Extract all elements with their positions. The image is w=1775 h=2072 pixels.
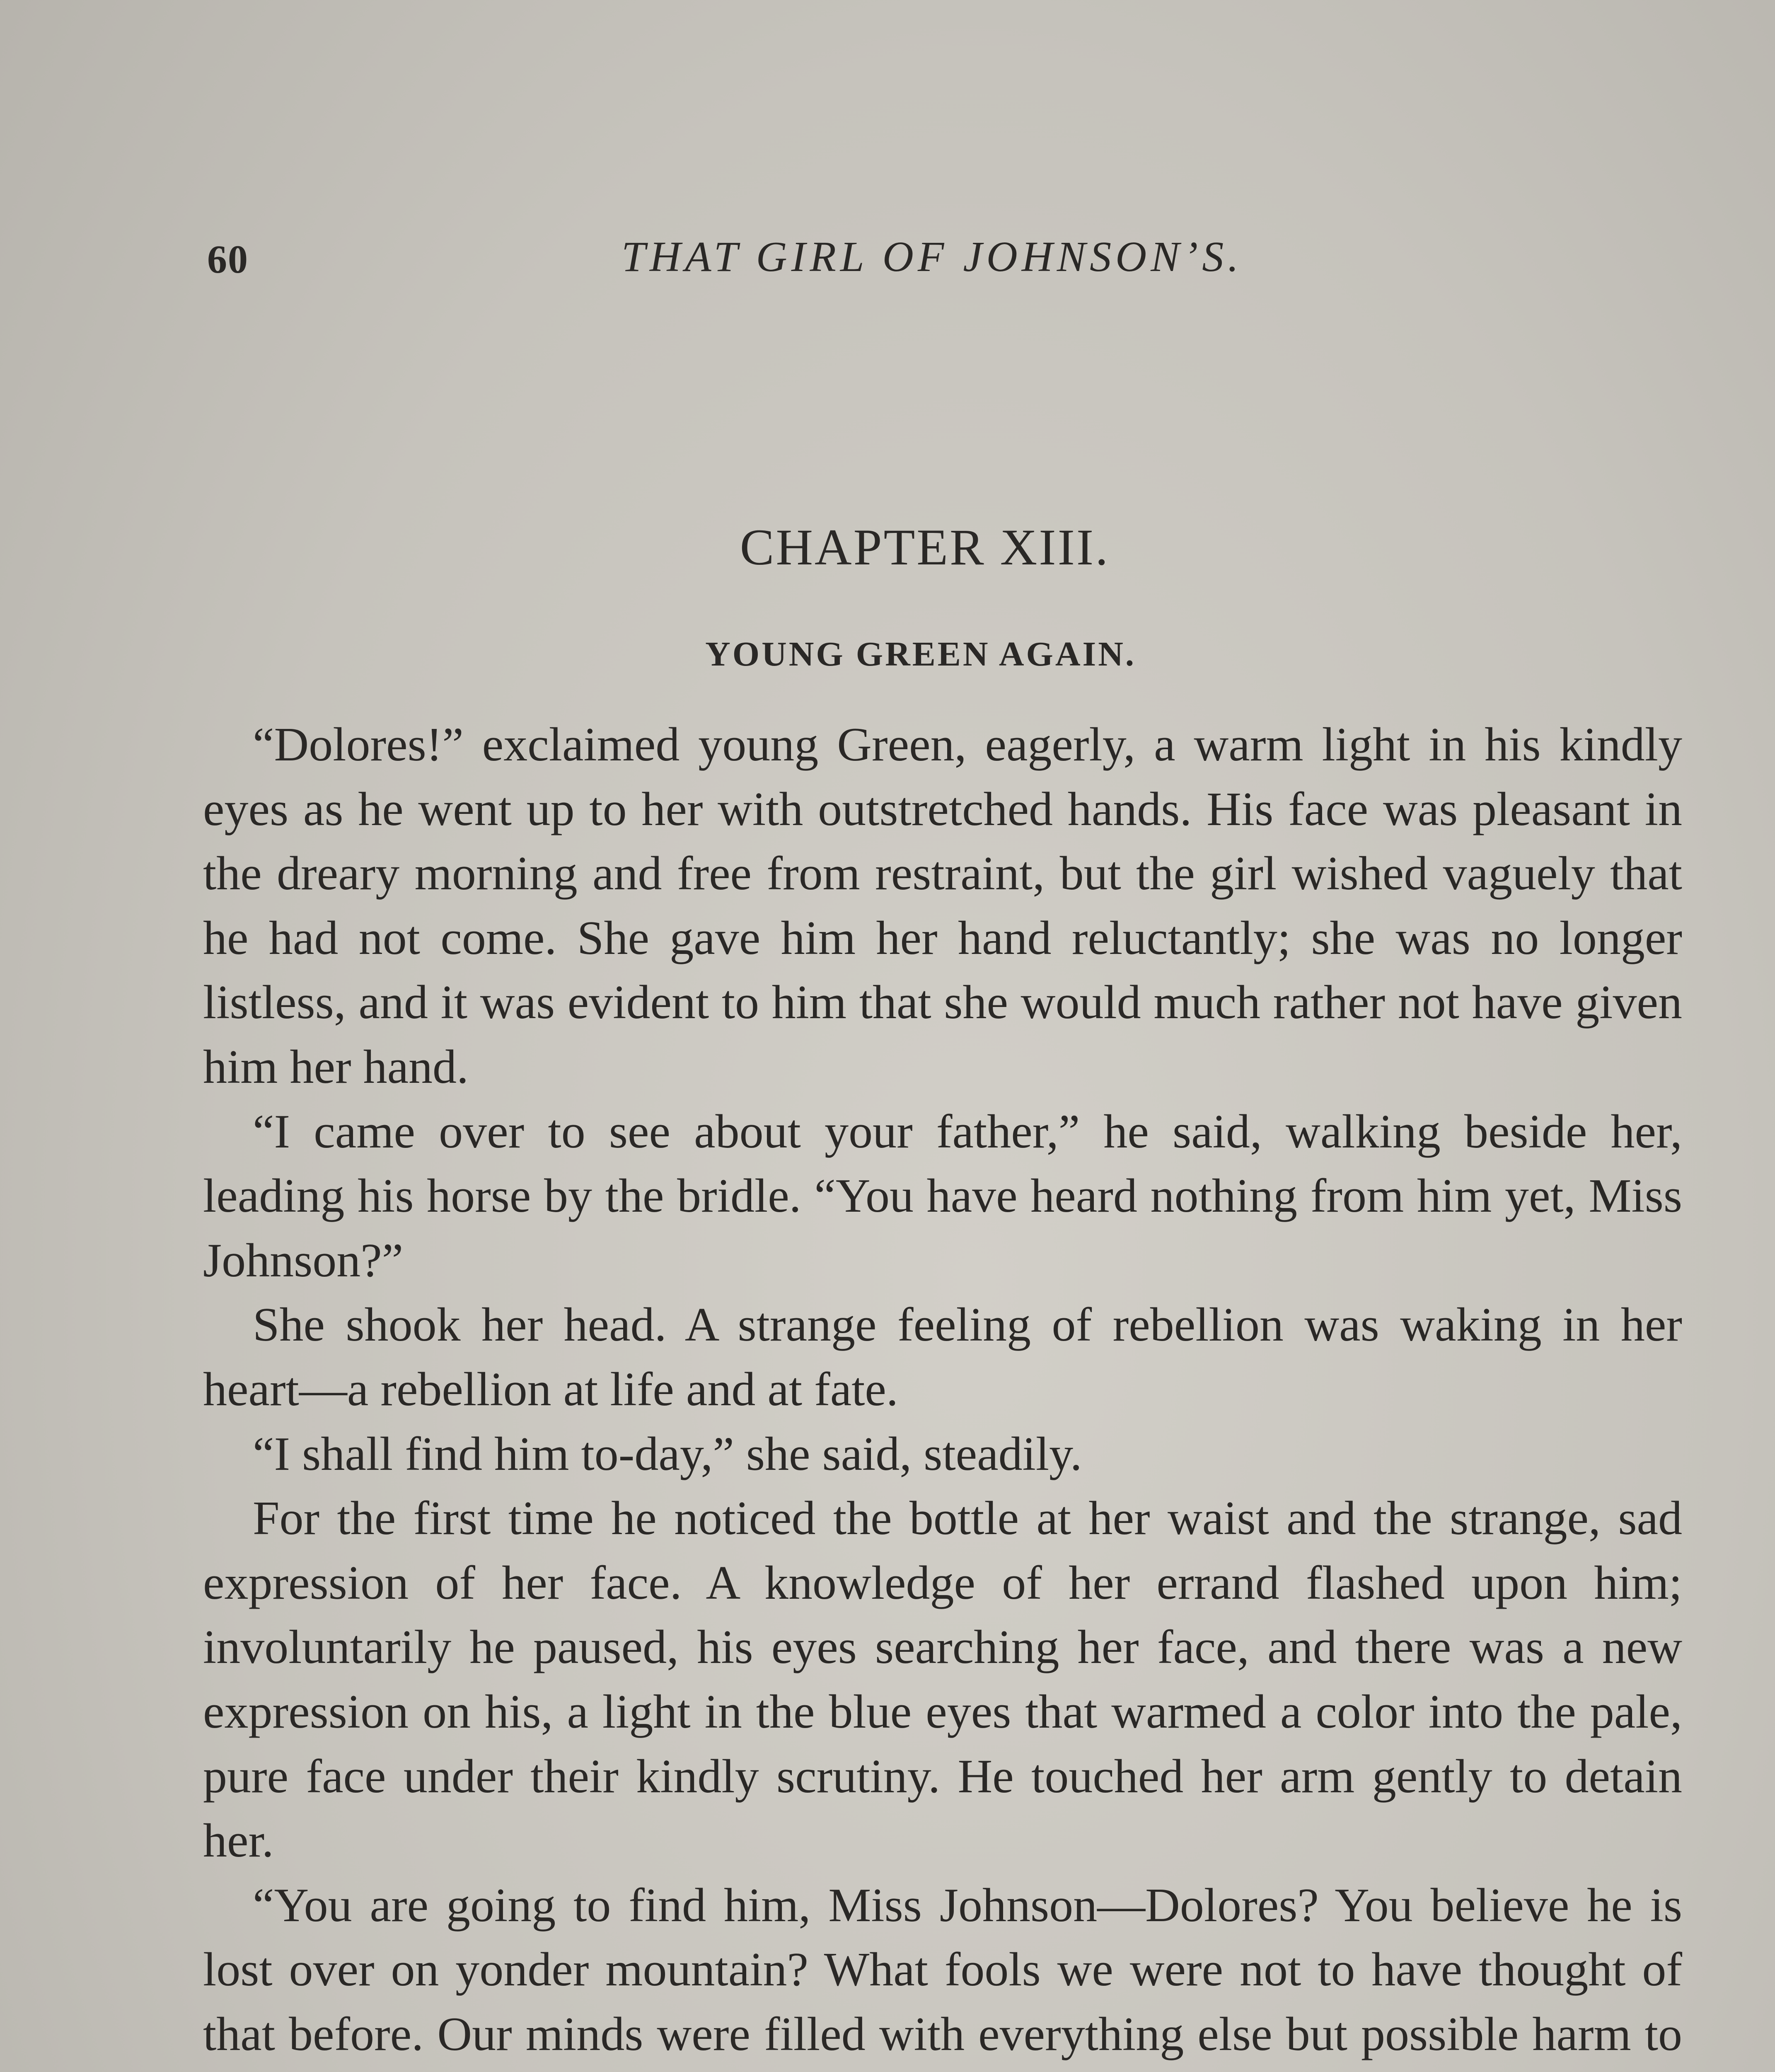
paragraph-2: “I came over to see about your father,” he said, walking beside her, leading his horse by the bridle. “You have heard nothing from him yet, Miss Johnson?” (203, 1105, 1682, 1287)
body-text (203, 713, 1682, 2072)
paragraph-5: For the first time he noticed the bottle at her waist and the strange, sad expression of her face. A knowledge of her errand flashed upon him; involuntarily he paused, his eyes searching her face, and there was a new expression on his, a light in the blue eyes that warmed a color into the pale, pure face under their kindly scrutiny. He touched her arm gently to detain her. (203, 1492, 1682, 1868)
paragraph-1: “Dolores!” exclaimed young Green, eagerly, a warm light in his kindly eyes as he went up to her with outstretched hands. His face was pleasant in the dreary morning and free from restraint, but the girl wished vaguely that he had not come. She gave him her hand reluctantly; she was no longer listless, and it was evident to him that she would much rather not have given him her hand. (203, 718, 1682, 1094)
running-title: THAT GIRL OF JOHNSON’S. (621, 233, 1243, 281)
running-head (207, 232, 1682, 298)
paragraph-4: “I shall find him to-day,” she said, steadily. (253, 1427, 1082, 1481)
chapter-subtitle: YOUNG GREEN AGAIN. (705, 635, 1136, 673)
page-number: 60 (207, 237, 249, 281)
chapter-title: CHAPTER XIII. (740, 519, 1110, 576)
paragraph-3: She shook her head. A strange feeling of rebellion was waking in her heart—a rebellion at life and at fate. (203, 1298, 1682, 1416)
paragraph-6: “You are going to find him, Miss Johnson—Dolores? You believe he is lost over on yonder mountain? What fools we were not to have thought of that before. Our minds were filled with everything else but possible harm to (203, 1878, 1682, 2061)
